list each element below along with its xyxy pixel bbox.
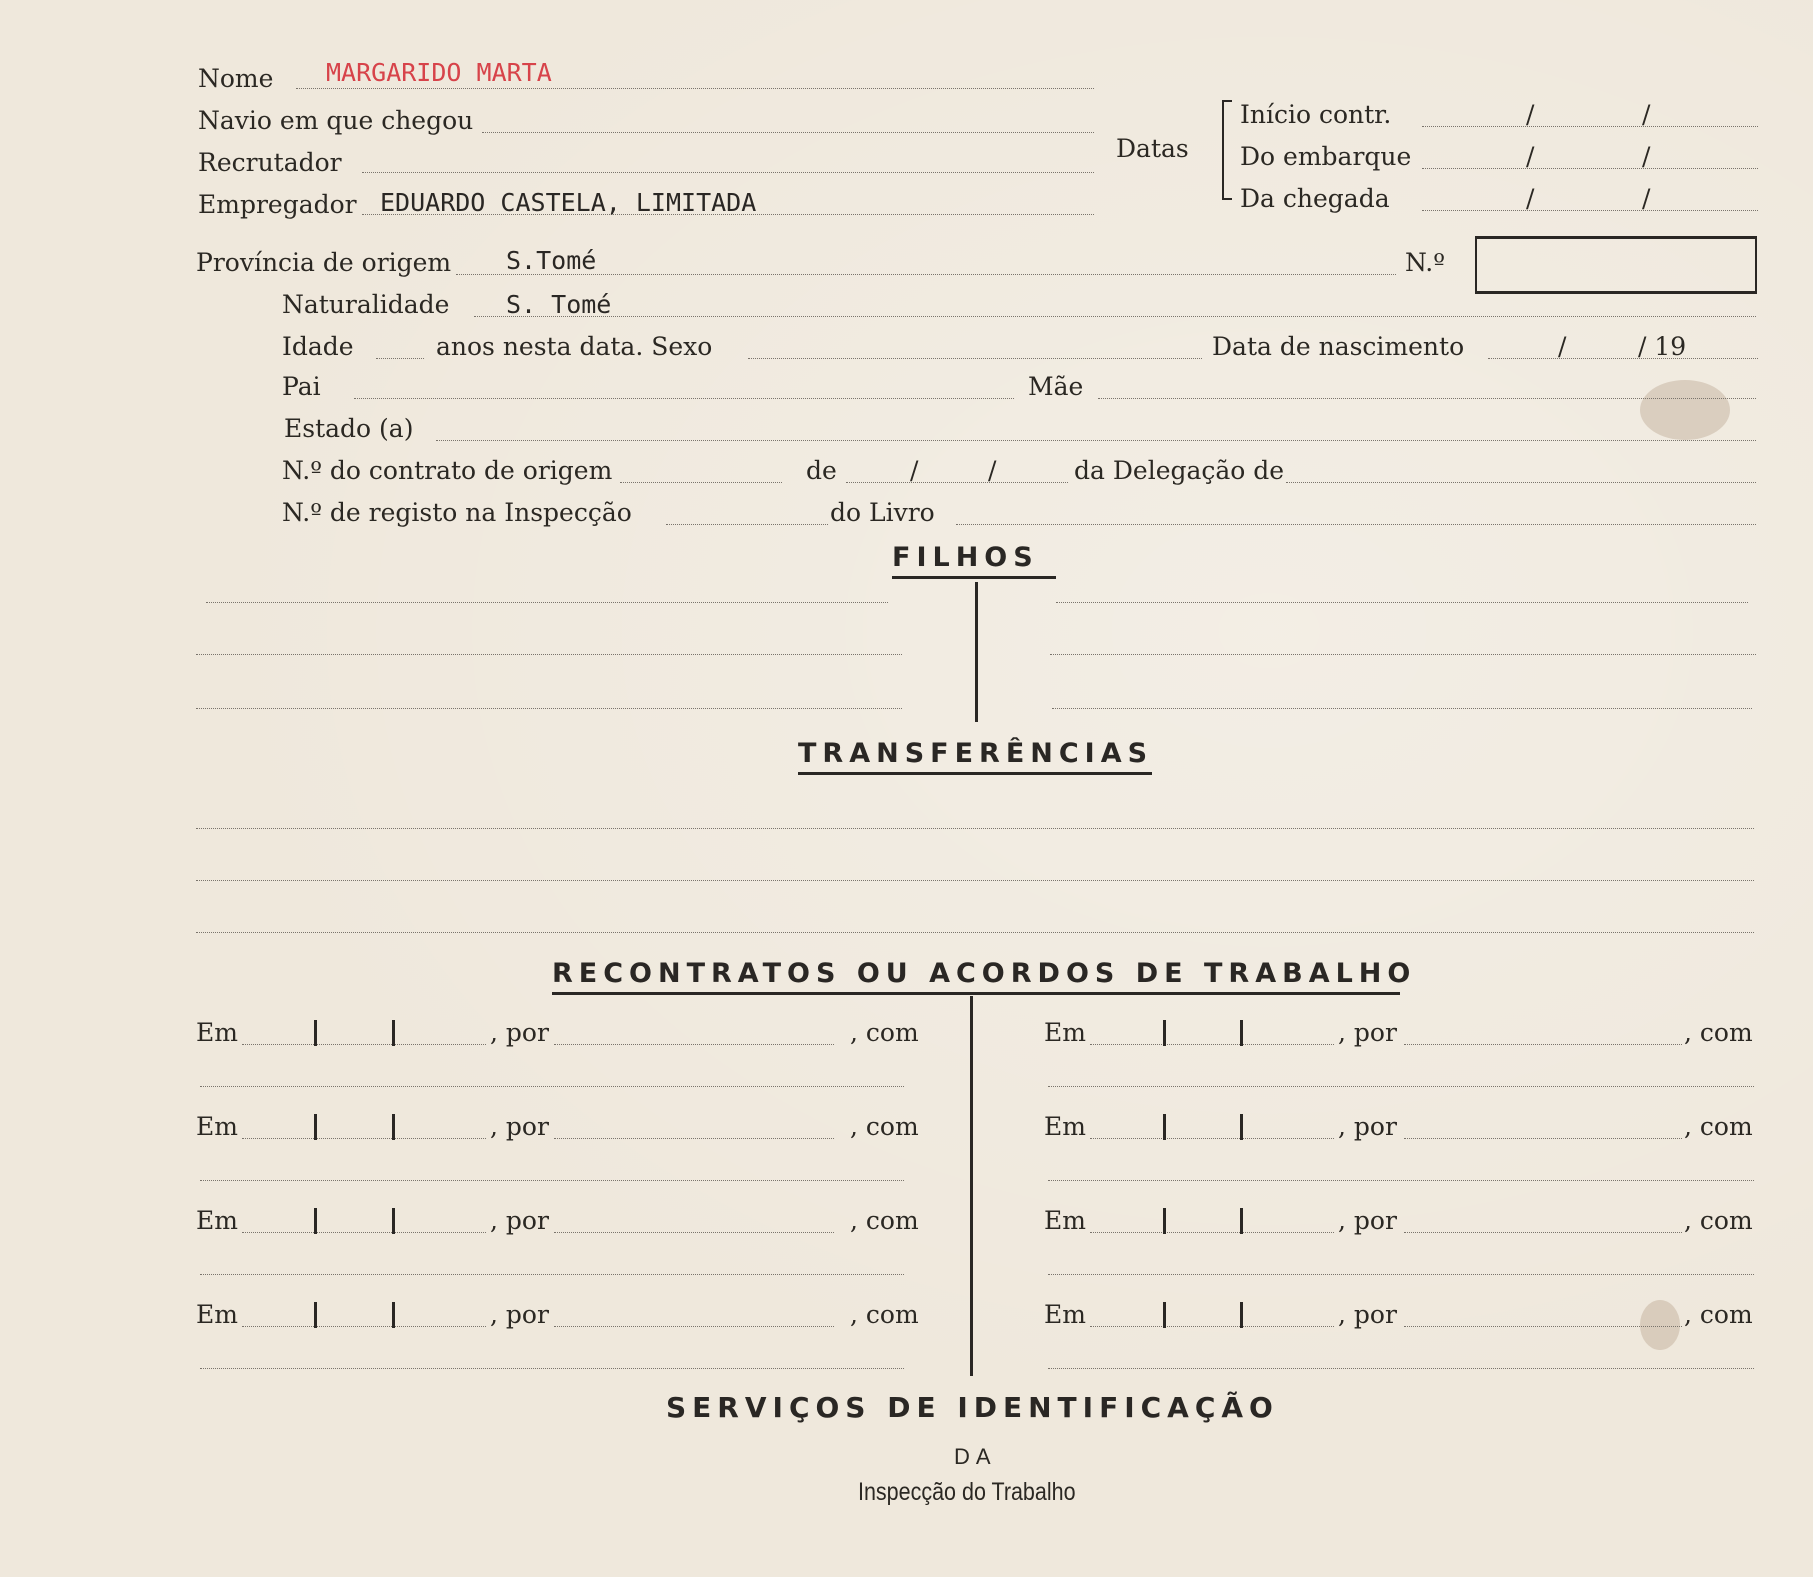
date-separator-bar xyxy=(1240,1208,1243,1234)
transferencias-line xyxy=(196,828,1754,829)
provincia-value: S.Tomé xyxy=(506,246,597,275)
em-label: Em xyxy=(196,1300,238,1329)
por-label: , por xyxy=(490,1112,549,1141)
em-date-line xyxy=(1090,1326,1334,1327)
filhos-line xyxy=(1052,708,1752,709)
com-label: , com xyxy=(1684,1018,1753,1047)
chegada-label: Da chegada xyxy=(1240,184,1390,213)
com-line xyxy=(200,1368,904,1369)
footer-da: DA xyxy=(954,1444,997,1469)
por-label: , por xyxy=(1338,1018,1397,1047)
por-line xyxy=(1404,1044,1682,1045)
por-label: , por xyxy=(1338,1112,1397,1141)
em-date-line xyxy=(242,1326,486,1327)
provincia-line xyxy=(456,274,1396,275)
filhos-line xyxy=(196,654,902,655)
datas-label: Datas xyxy=(1116,134,1189,163)
date-separator-bar xyxy=(1163,1020,1166,1046)
por-line xyxy=(554,1232,834,1233)
por-line xyxy=(554,1138,834,1139)
em-label: Em xyxy=(1044,1112,1086,1141)
mae-label: Mãe xyxy=(1028,372,1084,401)
de-label: de xyxy=(806,456,837,485)
date-slash: / xyxy=(988,456,997,485)
pai-line xyxy=(354,398,1014,399)
recrutador-label: Recrutador xyxy=(198,148,342,177)
date-slash: / xyxy=(1526,142,1535,171)
date-slash: / xyxy=(1558,332,1567,361)
date-separator-bar xyxy=(392,1302,395,1328)
date-slash: / xyxy=(1642,142,1651,171)
com-line xyxy=(200,1086,904,1087)
nome-label: Nome xyxy=(198,64,274,93)
navio-label: Navio em que chegou xyxy=(198,106,474,135)
por-line xyxy=(1404,1326,1682,1327)
estado-label: Estado (a) xyxy=(284,414,414,443)
embarque-label: Do embarque xyxy=(1240,142,1412,171)
com-line xyxy=(1048,1368,1754,1369)
em-label: Em xyxy=(1044,1018,1086,1047)
registo-line xyxy=(666,524,828,525)
filhos-line xyxy=(206,602,888,603)
nascimento-year: / 19 xyxy=(1638,332,1687,361)
paper-stain xyxy=(1640,380,1730,440)
em-date-line xyxy=(1090,1232,1334,1233)
contrato-label: N.º do contrato de origem xyxy=(282,456,613,485)
empregador-value: EDUARDO CASTELA, LIMITADA xyxy=(380,188,757,217)
livro-line xyxy=(956,524,1756,525)
em-date-line xyxy=(1090,1138,1334,1139)
transferencias-line xyxy=(196,880,1754,881)
nascimento-line xyxy=(1488,358,1758,359)
date-separator-bar xyxy=(1163,1114,1166,1140)
date-separator-bar xyxy=(392,1020,395,1046)
embarque-line xyxy=(1422,168,1758,169)
filhos-line xyxy=(196,708,902,709)
date-slash: / xyxy=(1642,184,1651,213)
provincia-label: Província de origem xyxy=(196,248,452,277)
chegada-line xyxy=(1422,210,1758,211)
nome-value: MARGARIDO MARTA xyxy=(326,58,552,87)
date-separator-bar xyxy=(314,1114,317,1140)
com-line xyxy=(200,1180,904,1181)
recontratos-divider xyxy=(970,996,973,1376)
por-label: , por xyxy=(1338,1206,1397,1235)
em-date-line xyxy=(242,1138,486,1139)
em-label: Em xyxy=(1044,1206,1086,1235)
com-label: , com xyxy=(850,1018,919,1047)
paper-stain xyxy=(1640,1300,1680,1350)
date-separator-bar xyxy=(1163,1208,1166,1234)
filhos-heading: FILHOS xyxy=(892,542,1039,573)
contrato-line xyxy=(620,482,782,483)
em-date-line xyxy=(242,1232,486,1233)
date-separator-bar xyxy=(314,1020,317,1046)
filhos-line xyxy=(1056,602,1748,603)
date-slash: / xyxy=(1526,100,1535,129)
date-separator-bar xyxy=(1240,1114,1243,1140)
idade-label: Idade xyxy=(282,332,354,361)
nome-line xyxy=(296,88,1094,89)
livro-label: do Livro xyxy=(830,498,935,527)
com-label: , com xyxy=(850,1300,919,1329)
por-label: , por xyxy=(490,1018,549,1047)
recontratos-heading: RECONTRATOS OU ACORDOS DE TRABALHO xyxy=(552,958,1417,989)
contrato-date-line xyxy=(846,482,1068,483)
datas-brace xyxy=(1222,100,1232,200)
date-separator-bar xyxy=(392,1114,395,1140)
date-separator-bar xyxy=(1240,1302,1243,1328)
recrutador-line xyxy=(362,172,1094,173)
navio-line xyxy=(482,132,1094,133)
em-label: Em xyxy=(196,1206,238,1235)
transferencias-line xyxy=(196,932,1754,933)
por-line xyxy=(1404,1232,1682,1233)
date-separator-bar xyxy=(1240,1020,1243,1046)
com-label: , com xyxy=(1684,1206,1753,1235)
transferencias-heading: TRANSFERÊNCIAS xyxy=(798,738,1154,769)
por-line xyxy=(554,1326,834,1327)
filhos-line xyxy=(1050,654,1756,655)
por-label: , por xyxy=(1338,1300,1397,1329)
inicio-contr-line xyxy=(1422,126,1758,127)
em-label: Em xyxy=(196,1018,238,1047)
naturalidade-value: S. Tomé xyxy=(506,290,612,319)
filhos-divider xyxy=(975,582,978,722)
pai-label: Pai xyxy=(282,372,321,401)
em-label: Em xyxy=(1044,1300,1086,1329)
estado-line xyxy=(436,440,1756,441)
recontratos-underline xyxy=(552,992,1400,995)
em-date-line xyxy=(242,1044,486,1045)
idade-line xyxy=(376,358,424,359)
registo-label: N.º de registo na Inspecção xyxy=(282,498,632,527)
em-label: Em xyxy=(196,1112,238,1141)
em-date-line xyxy=(1090,1044,1334,1045)
date-separator-bar xyxy=(314,1208,317,1234)
com-label: , com xyxy=(850,1112,919,1141)
numero-label: N.º xyxy=(1405,248,1445,277)
footer-inspeccao: Inspecção do Trabalho xyxy=(858,1478,1076,1506)
por-line xyxy=(554,1044,834,1045)
com-line xyxy=(1048,1274,1754,1275)
naturalidade-line xyxy=(474,316,1756,317)
delegacao-line xyxy=(1286,482,1756,483)
footer-title: SERVIÇOS DE IDENTIFICAÇÃO xyxy=(666,1391,1279,1424)
inicio-contr-label: Início contr. xyxy=(1240,100,1392,129)
com-line xyxy=(1048,1086,1754,1087)
com-label: , com xyxy=(850,1206,919,1235)
date-slash: / xyxy=(910,456,919,485)
numero-box xyxy=(1475,236,1757,294)
date-separator-bar xyxy=(1163,1302,1166,1328)
com-label: , com xyxy=(1684,1112,1753,1141)
delegacao-label: da Delegação de xyxy=(1074,456,1285,485)
date-slash: / xyxy=(1642,100,1651,129)
date-separator-bar xyxy=(314,1302,317,1328)
date-slash: / xyxy=(1526,184,1535,213)
com-line xyxy=(1048,1180,1754,1181)
com-label: , com xyxy=(1684,1300,1753,1329)
nascimento-label: Data de nascimento xyxy=(1212,332,1465,361)
sexo-line xyxy=(748,358,1202,359)
filhos-underline xyxy=(892,576,1056,579)
por-label: , por xyxy=(490,1206,549,1235)
por-line xyxy=(1404,1138,1682,1139)
com-line xyxy=(200,1274,904,1275)
mae-line xyxy=(1098,398,1756,399)
anos-sexo-label: anos nesta data. Sexo xyxy=(436,332,713,361)
por-label: , por xyxy=(490,1300,549,1329)
date-separator-bar xyxy=(392,1208,395,1234)
transferencias-underline xyxy=(798,772,1152,775)
empregador-label: Empregador xyxy=(198,190,357,219)
naturalidade-label: Naturalidade xyxy=(282,290,450,319)
